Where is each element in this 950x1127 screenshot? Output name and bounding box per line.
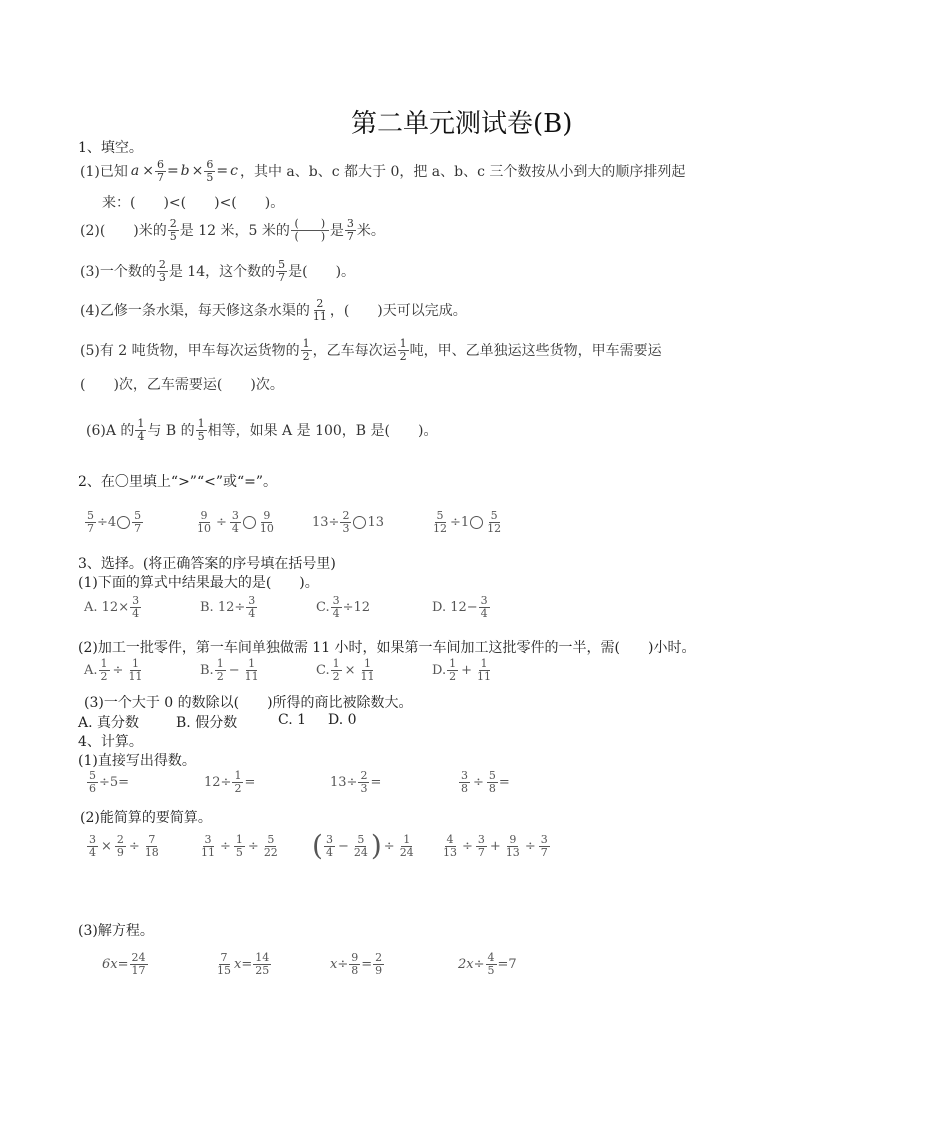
numerator: 5 [488, 768, 496, 782]
denominator: 3 [360, 781, 368, 795]
numerator: 1 [403, 832, 411, 846]
compare-item-2 [194, 508, 277, 536]
denominator: 11 [477, 669, 491, 683]
q3-1-option-b [200, 593, 258, 621]
option-label: A. [84, 662, 98, 678]
denominator: 2 [216, 669, 224, 683]
compare-item-4 [430, 508, 504, 536]
q3-3-option-a: A. 真分数 [78, 715, 140, 731]
fraction [204, 159, 215, 184]
numerator: 1 [100, 656, 108, 670]
compare-circle[interactable] [353, 516, 366, 529]
numerator: 1 [131, 656, 139, 670]
fraction [199, 834, 217, 859]
denominator: 11 [128, 669, 143, 683]
fraction [476, 834, 487, 859]
denominator: 5 [235, 845, 243, 859]
numerator: 1 [197, 416, 205, 430]
denominator: 2 [100, 669, 108, 683]
fraction [340, 510, 351, 535]
option-label: B. [200, 662, 214, 678]
denominator: 9 [116, 845, 124, 859]
q1-3-text-b: 是 14，这个数的 [168, 264, 276, 280]
numerator: 1 [137, 416, 145, 430]
fraction [504, 834, 522, 859]
fraction [276, 259, 287, 284]
q1-4-text-a: (4)乙修一条水渠，每天修这条水渠的 [80, 303, 310, 319]
fraction [331, 658, 342, 683]
compare-item-3 [312, 508, 384, 536]
q1-2-text-d: 米。 [356, 223, 385, 239]
fraction [126, 658, 144, 683]
denominator: 4 [137, 429, 145, 443]
fraction [359, 658, 377, 683]
compare-circle[interactable] [243, 516, 256, 529]
denominator: 4 [132, 606, 140, 620]
numerator: 4 [446, 832, 454, 846]
q1-1 [80, 158, 685, 184]
expr-text: = [498, 774, 510, 790]
q1-1-line2: 来：( )<( )<( )。 [102, 195, 285, 211]
operator-text: ÷4 [97, 514, 117, 530]
fraction [87, 770, 98, 795]
denominator: 24 [353, 845, 368, 859]
option-label: B. 12÷ [200, 599, 246, 615]
denominator: 12 [487, 521, 502, 535]
numerator: 3 [325, 832, 333, 846]
numerator: 3 [231, 508, 239, 522]
numerator: 3 [89, 832, 96, 846]
numerator: 3 [132, 593, 140, 607]
option-label: C. [316, 599, 330, 615]
denominator: 3 [342, 521, 350, 535]
fraction [253, 952, 271, 977]
numerator: 5 [436, 508, 444, 522]
numerator: 1 [332, 656, 340, 670]
fraction [485, 510, 503, 535]
numerator: 1 [399, 336, 407, 350]
q1-5-line2: ( )次，乙车需要运( )次。 [80, 377, 284, 393]
numerator: 3 [332, 593, 340, 607]
fraction [215, 952, 233, 977]
fraction [475, 658, 493, 683]
operator: × [344, 662, 356, 678]
numerator: 6 [156, 157, 164, 171]
fraction [459, 770, 470, 795]
fraction [324, 834, 335, 859]
section-1-heading: 1、填空。 [78, 140, 143, 156]
denominator: 11 [244, 669, 259, 683]
denominator: 8 [488, 781, 496, 795]
fraction [157, 259, 168, 284]
s4-p1-label: (1)直接写出得数。 [78, 753, 196, 769]
denominator: 4 [89, 845, 96, 859]
denominator: 2 [234, 781, 242, 795]
numerator: 5 [267, 832, 275, 846]
numerator: 5 [278, 257, 286, 271]
blank-numerator: ( ) [291, 218, 329, 231]
operator: + [489, 838, 501, 854]
denominator: 5 [487, 963, 495, 977]
fraction [85, 510, 96, 535]
fraction [215, 658, 226, 683]
fraction [331, 595, 342, 620]
equation-text: =7 [497, 956, 517, 972]
q1-3-text-c: 是( )。 [288, 264, 356, 280]
numerator: 5 [490, 508, 498, 522]
q1-2-text-b: 是 12 米，5 米的 [179, 223, 290, 239]
numerator: 9 [263, 508, 271, 522]
fraction [168, 218, 179, 243]
fraction [87, 834, 98, 859]
s4-p1-expr-2 [204, 768, 255, 796]
fraction [135, 418, 146, 443]
denominator: 9 [375, 963, 383, 977]
denominator: 8 [351, 963, 359, 977]
operator: ÷ [128, 838, 140, 854]
q3-1-option-d [432, 593, 491, 621]
equation-text: x÷ [330, 956, 349, 972]
denominator: 7 [156, 170, 164, 184]
fraction [99, 658, 110, 683]
equation-text: 2x÷ [458, 956, 485, 972]
section-2-heading: 2、在〇里填上“>”“<”或“=”。 [78, 474, 278, 490]
option-text: ÷12 [342, 599, 371, 615]
fraction [262, 834, 280, 859]
left-paren: ( [312, 829, 323, 862]
denominator: 11 [201, 845, 215, 859]
numerator: 5 [134, 508, 142, 522]
denominator: 2 [449, 669, 457, 683]
q1-6 [86, 416, 437, 444]
operator: ÷ [216, 514, 227, 530]
fraction [258, 510, 276, 535]
fraction [243, 658, 261, 683]
section-3-heading: 3、选择。(将正确答案的序号填在括号里) [78, 556, 336, 572]
fraction [132, 510, 143, 535]
s4-p2-expr-3 [312, 829, 417, 862]
fraction [487, 770, 498, 795]
q1-5 [80, 336, 662, 364]
q1-4 [80, 296, 467, 324]
numerator: 7 [220, 950, 228, 964]
option-label: A. 12× [84, 599, 130, 615]
denominator: 2 [399, 349, 407, 363]
fraction [195, 510, 213, 535]
fraction [155, 159, 166, 184]
q3-2-stem: (2)加工一批零件，第一车间单独做需 11 小时，如果第一车间加工这批零件的一半，需( )小时。 [78, 640, 696, 656]
denominator: 4 [231, 521, 239, 535]
numerator: 1 [216, 656, 224, 670]
compare-item-1 [84, 508, 144, 536]
operator: × [101, 838, 112, 854]
fraction [349, 952, 360, 977]
numerator: 3 [477, 832, 485, 846]
operator: − [228, 662, 240, 678]
q1-3-text-a: (3)一个数的 [80, 264, 156, 280]
expr-text: ÷5= [99, 774, 130, 790]
denominator: 4 [248, 606, 256, 620]
denominator: 8 [461, 781, 468, 795]
right-paren: ) [370, 829, 382, 862]
fraction [246, 595, 257, 620]
numerator: 1 [449, 656, 457, 670]
numerator: 2 [316, 296, 324, 310]
q3-2-option-a [84, 656, 145, 684]
option-label: C. [316, 662, 330, 678]
denominator: 13 [505, 845, 520, 859]
numerator: 1 [235, 832, 243, 846]
numerator: 2 [169, 216, 177, 230]
numerator: 9 [509, 832, 517, 846]
denominator: 25 [255, 963, 270, 977]
operator: ÷ [473, 774, 484, 790]
numerator: 2 [116, 832, 124, 846]
q3-2-option-d [432, 656, 494, 684]
fraction [230, 510, 241, 535]
numerator: 24 [131, 950, 146, 964]
fraction [130, 952, 148, 977]
var-a: a [130, 163, 140, 179]
blank-denominator: ( ) [294, 229, 326, 243]
denominator: 7 [540, 845, 548, 859]
numerator: 6 [206, 157, 214, 171]
q1-6-text-b: 与 B 的 [147, 423, 195, 439]
denominator: 5 [197, 429, 205, 443]
numerator: 5 [87, 508, 94, 522]
denominator: 7 [134, 521, 142, 535]
denominator: 10 [197, 521, 211, 535]
numerator: 1 [364, 656, 372, 670]
times-sign: × [142, 163, 154, 179]
q3-1-option-a [84, 593, 142, 621]
equation-text: 6x= [102, 956, 129, 972]
numerator: 5 [357, 832, 365, 846]
s4-p2-label: (2)能简算的要简算。 [80, 810, 212, 826]
fraction [196, 418, 207, 443]
q1-1-text-a: (1)已知 [80, 164, 128, 180]
fraction [115, 834, 126, 859]
denominator: 7 [477, 845, 485, 859]
fraction [345, 218, 356, 243]
fraction [234, 834, 245, 859]
numerator: 1 [480, 656, 488, 670]
denominator: 6 [89, 781, 96, 795]
denominator: 18 [144, 845, 159, 859]
operator: ÷ [112, 662, 124, 678]
q1-2-text-a: (2)( )米的 [80, 223, 167, 239]
q1-1-text-b: ，其中 a、b、c 都大于 0，把 a、b、c 三个数按从小到大的顺序排列起 [239, 164, 686, 180]
numerator: 14 [255, 950, 270, 964]
fraction [352, 834, 370, 859]
expr-text: = [370, 774, 382, 790]
q3-3-stem: (3)一个大于 0 的数除以( )所得的商比被除数大。 [84, 695, 413, 711]
operator-text: 13 [367, 514, 384, 530]
numerator: 9 [200, 508, 208, 522]
s4-p3-eq-3 [330, 950, 385, 978]
q1-5-text-b: ，乙车每次运 [312, 343, 397, 359]
var-c: c [230, 163, 238, 179]
section-4-heading: 4、计算。 [78, 734, 143, 750]
expr-text: 13÷ [330, 774, 358, 790]
operator: ÷ [524, 838, 536, 854]
equals-sign: = [166, 163, 179, 179]
q3-3-option-c: C. 1 [278, 712, 307, 728]
fraction [232, 770, 243, 795]
equation-text: x= [234, 956, 253, 972]
option-label: D. [432, 662, 447, 678]
q1-2 [80, 216, 385, 244]
numerator: 4 [487, 950, 495, 964]
fraction [301, 338, 312, 363]
operator-text: 13÷ [312, 514, 340, 530]
denominator: 3 [158, 270, 166, 284]
q3-2-option-b [200, 656, 262, 684]
denominator: 5 [206, 170, 214, 184]
numerator: 5 [89, 768, 96, 782]
fraction [479, 595, 490, 620]
var-b: b [180, 163, 190, 179]
s4-p3-label: (3)解方程。 [78, 923, 154, 939]
compare-circle[interactable] [117, 516, 130, 529]
q3-2-option-c [316, 656, 378, 684]
denominator: 24 [399, 845, 414, 859]
q1-6-text-c: 相等，如果 A 是 100，B 是( )。 [207, 423, 438, 439]
fraction [373, 952, 384, 977]
s4-p2-expr-2 [198, 832, 281, 860]
fraction [431, 510, 449, 535]
numerator: 9 [351, 950, 359, 964]
times-sign: × [191, 163, 204, 179]
operator: ÷ [220, 838, 231, 854]
equals-sign: = [216, 163, 229, 179]
denominator: 11 [312, 309, 327, 323]
operator: ÷ [247, 838, 259, 854]
option-label: D. 12− [432, 599, 478, 615]
q3-3-option-b: B. 假分数 [176, 715, 238, 731]
numerator: 3 [480, 593, 488, 607]
numerator: 3 [346, 216, 354, 230]
denominator: 2 [332, 669, 340, 683]
denominator: 17 [131, 963, 146, 977]
s4-p1-expr-3 [330, 768, 381, 796]
s4-p2-expr-4 [440, 832, 551, 860]
numerator: 1 [248, 656, 256, 670]
denominator: 5 [169, 229, 177, 243]
numerator: 3 [204, 832, 212, 846]
fraction [143, 834, 161, 859]
s4-p1-expr-1 [86, 768, 129, 796]
denominator: 7 [346, 229, 354, 243]
fraction [447, 658, 458, 683]
numerator: 1 [302, 336, 310, 350]
fraction [358, 770, 369, 795]
denominator: 10 [259, 521, 274, 535]
equation-text: = [361, 956, 373, 972]
denominator: 2 [302, 349, 310, 363]
q1-4-text-b: ，( )天可以完成。 [329, 303, 467, 319]
q1-5-text-c: 吨，甲、乙单独运这些货物，甲车需要运 [409, 343, 662, 359]
numerator: 3 [248, 593, 256, 607]
fraction [398, 834, 416, 859]
numerator: 7 [148, 832, 156, 846]
denominator: 22 [263, 845, 278, 859]
s4-p1-expr-4 [458, 768, 510, 796]
q1-6-text-a: (6)A 的 [86, 423, 135, 439]
numerator: 1 [234, 768, 242, 782]
denominator: 7 [87, 521, 94, 535]
numerator: 3 [461, 768, 468, 782]
numerator: 2 [158, 257, 166, 271]
s4-p3-eq-1 [102, 950, 149, 978]
q3-3-option-d: D. 0 [328, 712, 357, 728]
expr-text: 12÷ [204, 774, 232, 790]
fraction [398, 338, 409, 363]
operator: − [337, 838, 349, 854]
denominator: 4 [325, 845, 333, 859]
q1-2-text-c: 是 [329, 223, 344, 239]
operator: ÷ [462, 838, 473, 854]
s4-p3-eq-2 [214, 950, 272, 978]
s4-p3-eq-4 [458, 950, 517, 978]
numerator: 2 [375, 950, 383, 964]
operator: + [461, 662, 472, 678]
fraction [486, 952, 497, 977]
denominator: 12 [433, 521, 447, 535]
operator: ÷ [383, 838, 395, 854]
denominator: 13 [443, 845, 457, 859]
fraction [441, 834, 459, 859]
fraction [130, 595, 141, 620]
q1-5-text-a: (5)有 2 吨货物，甲车每次运货物的 [80, 343, 300, 359]
page-title: 第二单元测试卷(B) [351, 109, 573, 139]
fraction [311, 298, 329, 323]
denominator: 15 [217, 963, 231, 977]
numerator: 3 [540, 832, 548, 846]
numerator: 2 [360, 768, 368, 782]
denominator: 4 [332, 606, 340, 620]
q1-3 [80, 257, 355, 285]
blank-fraction [291, 218, 329, 243]
denominator: 7 [278, 270, 286, 284]
q3-1-stem: (1)下面的算式中结果最大的是( )。 [78, 575, 319, 591]
q3-1-option-c [316, 593, 370, 621]
compare-circle[interactable] [470, 516, 483, 529]
expr-text: = [244, 774, 256, 790]
operator-text: ÷1 [450, 514, 470, 530]
s4-p2-expr-1 [86, 832, 162, 860]
fraction [539, 834, 550, 859]
denominator: 4 [480, 606, 488, 620]
denominator: 11 [360, 669, 375, 683]
numerator: 2 [342, 508, 350, 522]
